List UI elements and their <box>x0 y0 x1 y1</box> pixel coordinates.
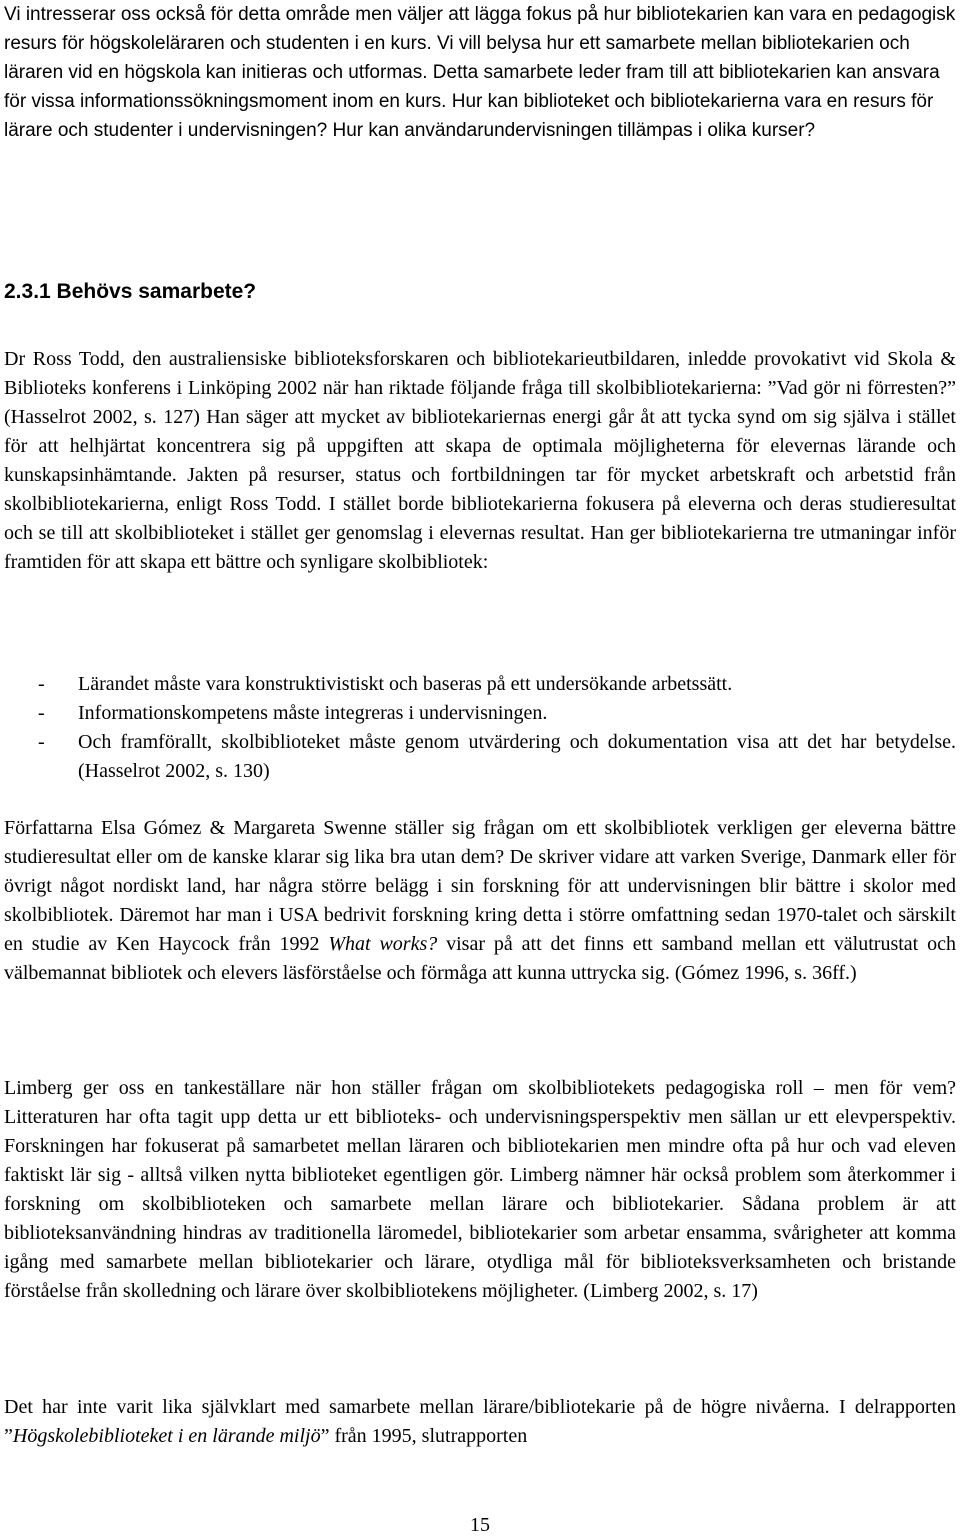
list-item-text: Informationskompetens måste integreras i undervisningen. <box>78 702 548 724</box>
work-title: What works? <box>328 933 438 955</box>
list-item <box>4 699 956 728</box>
intro-paragraph: Vi intresserar oss också för detta område men väljer att lägga fokus på hur bibliotekarien kan vara en pedagogisk resurs för högskoleläraren och studenten i en kurs. Vi vill belysa hur ett samarbete mellan bibliotekarien och läraren vid en högskola kan initieras och utformas. Detta samarbete leder fram till att bibliotekarien kan ansvara för vissa informationssökningsmoment inom en kurs. Hur kan biblioteket och bibliotekarierna vara en resurs för lärare och studenter i undervisningen? Hur kan användarundervisningen tillämpas i olika kurser? <box>4 4 956 141</box>
gomez-text-before: Författarna Elsa Gómez & Margareta Swenne ställer sig frågan om ett skolbibliotek verkligen ger eleverna bättre studieresultat eller om de kanske klarar sig lika bra utan dem? De skriver vidare att varken Sverige, Danmark eller för övrigt något nordiskt land, har några större belägg i sin forskning för att undervisningen blir bättre i skolor med skolbibliotek. Däremot har man i USA bedrivit forskning kring detta i större omfattning sedan 1970-talet och särskilt en studie av Ken Haycock från 1992 <box>4 817 956 955</box>
list-marker: - <box>38 702 45 724</box>
list-item <box>4 728 956 786</box>
final-text-after: ” från 1995, slutrapporten <box>320 1425 528 1447</box>
challenges-list <box>4 670 956 786</box>
page-number: 15 <box>470 1514 490 1536</box>
list-marker: - <box>38 731 45 753</box>
list-item-text: Lärandet måste vara konstruktivistiskt och baseras på ett undersökande arbetssätt. <box>78 673 733 695</box>
list-item-text: Och framförallt, skolbiblioteket måste genom utvärdering och dokumentation visa att det har betydelse. (Hasselrot 2002, s. 130) <box>78 731 956 782</box>
limberg-paragraph: Limberg ger oss en tankeställare när hon ställer frågan om skolbibliotekets pedagogiska roll – men för vem? Litteraturen har ofta tagit upp detta ur ett biblioteks- och undervisningsperspektiv men sällan ur ett elevperspektiv. Forskningen har fokuserat på samarbetet mellan läraren och bibliotekarien men mindre ofta på hur och vad eleven faktiskt lär sig - alltså vilken nytta biblioteket egentligen gör. Limberg nämner här också problem som återkommer i forskning om skolbiblioteken och samarbete mellan lärare och bibliotekarier. Sådana problem är att biblioteksanvändning hindras av traditionella läromedel, bibliotekarier som arbetar ensamma, svårigheter att komma igång med samarbete mellan bibliotekarier och lärare, otydliga mål för biblioteksverksamheten och bristande förståelse från skolledning och lärare över skolbibliotekens möjligheter. (Limberg 2002, s. 17) <box>4 1077 956 1302</box>
todd-paragraph: Dr Ross Todd, den australiensiske biblioteksforskaren och bibliotekarieutbildaren, inledde provokativt vid Skola & Biblioteks konferens i Linköping 2002 när han riktade följande fråga till skolbibliotekarierna: ”Vad gör ni förresten?” (Hasselrot 2002, s. 127) Han säger att mycket av bibliotekariernas energi går åt att tycka synd om sig själva i stället för att helhjärtat koncentrera sig på uppgiften att skapa de optimala möjligheterna för elevernas lärande och kunskapsinhämtande. Jakten på resurser, status och fortbildningen tar för mycket arbetskraft och arbetstid från skolbibliotekarierna, enligt Ross Todd. I stället borde bibliotekarierna fokusera på eleverna och deras studieresultat och se till att skolbiblioteket i stället ger genomslag i elevernas resultat. Han ger bibliotekarierna tre utmaningar inför framtiden för att skapa ett bättre och synligare skolbibliotek: <box>4 348 956 573</box>
final-paragraph <box>4 1393 956 1451</box>
final-text-before: Det har inte varit lika självklart med samarbete mellan lärare/bibliotekarie på de högre nivåerna. I delrapporten ” <box>4 1396 956 1447</box>
gomez-text-after: visar på att det finns ett samband mellan ett välutrustat och välbemannat bibliotek och elevers läsförståelse och förmåga att kunna uttrycka sig. (Gómez 1996, s. 36ff.) <box>4 933 956 984</box>
list-item <box>4 670 956 699</box>
report-title: Högskolebiblioteket i en lärande miljö <box>12 1425 321 1447</box>
section-heading: 2.3.1 Behövs samarbete? <box>4 280 257 303</box>
list-marker: - <box>38 673 45 695</box>
gomez-paragraph <box>4 814 956 988</box>
